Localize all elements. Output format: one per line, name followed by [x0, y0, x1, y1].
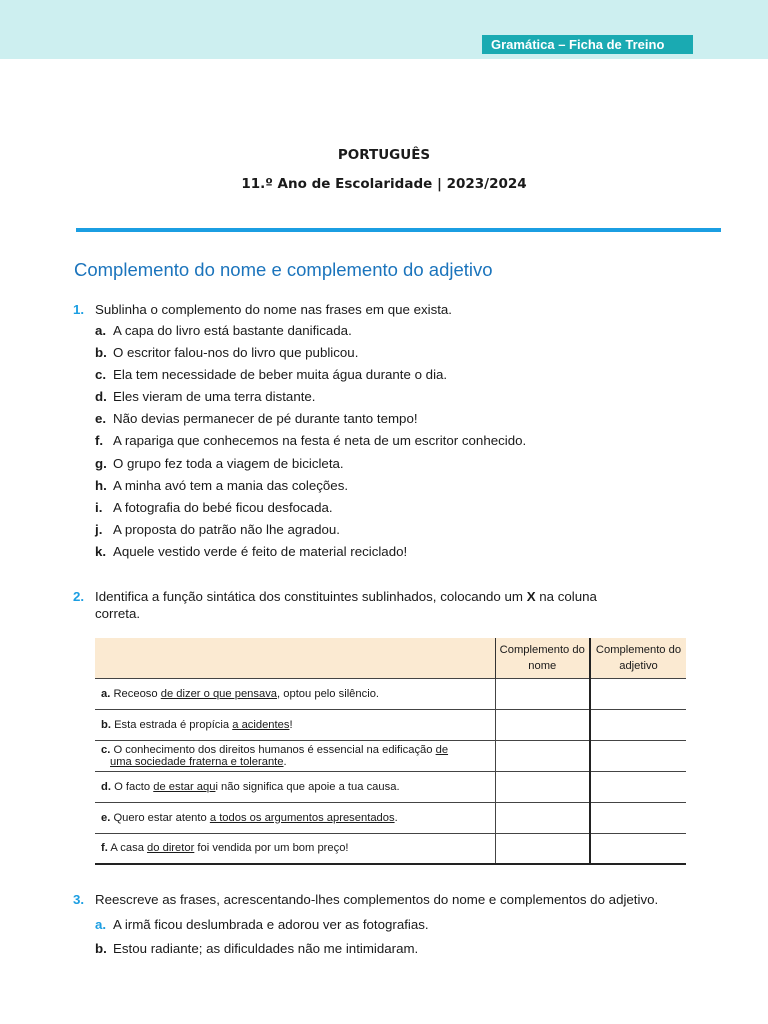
- answer-cell-nome[interactable]: [495, 709, 590, 740]
- item-text: O grupo fez toda a viagem de bicicleta.: [113, 456, 344, 471]
- table-header-complemento-adjetivo: Complemento do adjetivo: [590, 638, 686, 678]
- item-text: A proposta do patrão não lhe agradou.: [113, 522, 340, 537]
- item-letter: h.: [95, 478, 107, 493]
- row-sentence: a. Receoso de dizer o que pensava, optou pelo silêncio.: [95, 678, 495, 709]
- answer-cell-adjetivo[interactable]: [590, 709, 686, 740]
- item-letter: b.: [95, 941, 107, 956]
- item-text: Aquele vestido verde é feito de material reciclado!: [113, 544, 408, 559]
- item-text: Eles vieram de uma terra distante.: [113, 389, 316, 404]
- item-letter: c.: [95, 367, 107, 382]
- table-row: [95, 802, 686, 833]
- item-text: A fotografia do bebé ficou desfocada.: [113, 500, 333, 515]
- item-text: A minha avó tem a mania das coleções.: [113, 478, 349, 493]
- item-text: Não devias permanecer de pé durante tanto tempo!: [113, 411, 418, 426]
- item-text: O escritor falou-nos do livro que publicou.: [113, 345, 359, 360]
- item-letter: j.: [95, 522, 103, 537]
- item-letter: k.: [95, 544, 107, 559]
- row-sentence: b. Esta estrada é propícia a acidentes!: [95, 709, 495, 740]
- answer-cell-nome[interactable]: [495, 802, 590, 833]
- section-title: Complemento do nome e complemento do adjetivo: [74, 259, 493, 280]
- item-letter: i.: [95, 500, 103, 515]
- table-row: [95, 678, 686, 709]
- item-text: A rapariga que conhecemos na festa é neta de um escritor conhecido.: [113, 433, 527, 448]
- item-text: Estou radiante; as dificuldades não me intimidaram.: [113, 941, 419, 956]
- question-number: 2.: [73, 589, 85, 604]
- item-letter: g.: [95, 456, 107, 471]
- table-header-complemento-nome: Complemento do nome: [495, 638, 590, 678]
- worksheet-tag: Gramática – Ficha de Treino: [482, 35, 693, 54]
- answer-cell-adjetivo[interactable]: [590, 771, 686, 802]
- item-letter: b.: [95, 345, 107, 360]
- table-row: [95, 771, 686, 802]
- answer-cell-adjetivo[interactable]: [590, 833, 686, 864]
- item-letter: f.: [95, 433, 104, 448]
- answer-cell-nome[interactable]: [495, 771, 590, 802]
- item-letter: d.: [95, 389, 107, 404]
- row-sentence: c. O conhecimento dos direitos humanos é essencial na edificação de uma sociedade fraterna e tolerante.: [95, 740, 495, 771]
- table-row: [95, 740, 686, 771]
- question-number: 1.: [73, 302, 85, 317]
- item-text: Ela tem necessidade de beber muita água durante o dia.: [113, 367, 448, 382]
- table-row: [95, 709, 686, 740]
- classification-table: [95, 638, 686, 865]
- table-row: [95, 833, 686, 864]
- item-text: A irmã ficou deslumbrada e adorou ver as fotografias.: [113, 917, 429, 932]
- item-letter: a.: [95, 323, 107, 338]
- answer-cell-nome[interactable]: [495, 678, 590, 709]
- item-letter: a.: [95, 917, 107, 932]
- divider-rule: [76, 228, 721, 232]
- table-header-blank: [95, 638, 495, 678]
- question-text: Reescreve as frases, acrescentando-lhes complementos do nome e complementos do adjetivo.: [95, 892, 659, 907]
- answer-cell-adjetivo[interactable]: [590, 678, 686, 709]
- question-text: Sublinha o complemento do nome nas frases em que exista.: [95, 302, 453, 317]
- item-letter: e.: [95, 411, 107, 426]
- answer-cell-nome[interactable]: [495, 740, 590, 771]
- x-mark: X: [526, 589, 536, 604]
- question-text: Identifica a função sintática dos constituintes sublinhados, colocando um X na coluna correta.: [95, 589, 597, 621]
- answer-cell-adjetivo[interactable]: [590, 802, 686, 833]
- answer-cell-adjetivo[interactable]: [590, 740, 686, 771]
- grade-line: 11.º Ano de Escolaridade | 2023/2024: [241, 176, 527, 192]
- question-number: 3.: [73, 892, 85, 907]
- row-sentence: e. Quero estar atento a todos os argumentos apresentados.: [95, 802, 495, 833]
- subject-title: PORTUGUÊS: [337, 147, 431, 163]
- item-text: A capa do livro está bastante danificada.: [113, 323, 352, 338]
- row-sentence: f. A casa do diretor foi vendida por um bom preço!: [95, 833, 495, 864]
- answer-cell-nome[interactable]: [495, 833, 590, 864]
- row-sentence: d. O facto de estar aqui não significa que apoie a tua causa.: [95, 771, 495, 802]
